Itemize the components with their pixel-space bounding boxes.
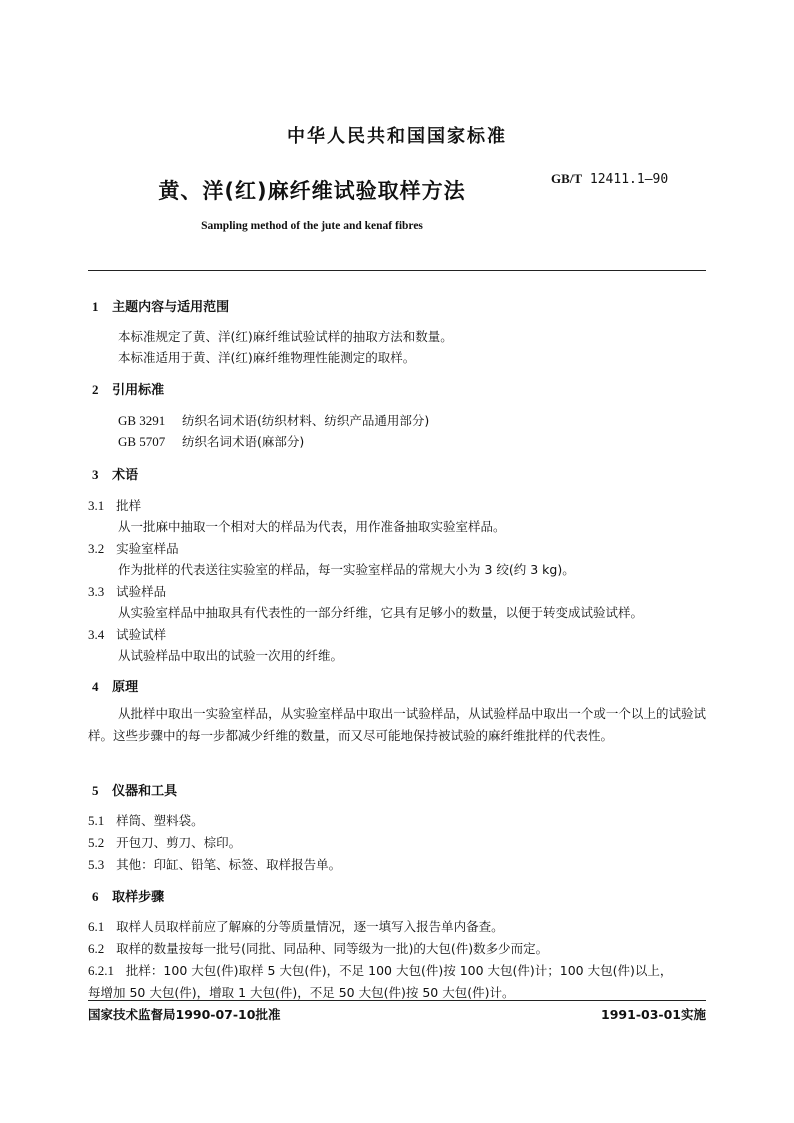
- document-title-cn: 黄、洋(红)麻纤维试验取样方法: [158, 179, 466, 203]
- term-heading: [88, 496, 141, 514]
- item-text: 其他：印缸、铅笔、标签、取样报告单。: [116, 857, 342, 872]
- item-text: 样筒、塑料袋。: [116, 813, 204, 828]
- list-item: [88, 917, 504, 935]
- section-title: 主题内容与适用范围: [112, 300, 230, 315]
- section-title: 引用标准: [112, 383, 165, 398]
- section-3-heading: [92, 464, 138, 483]
- item-number: 5.1: [88, 813, 105, 828]
- section-5-heading: [92, 780, 177, 799]
- standard-code-number: 12411.1—90: [589, 172, 669, 187]
- section-number: 6: [92, 889, 99, 904]
- item-number: 5.2: [88, 835, 105, 850]
- section-number: 3: [92, 467, 99, 482]
- effective-date: 1991-03-01实施: [601, 1007, 706, 1022]
- list-item-continuation: 每增加 50 大包(件)，增取 1 大包(件)，不足 50 大包(件)按 50 大包(件)计。: [88, 985, 515, 1000]
- item-text: 开包刀、剪刀、棕印。: [116, 835, 242, 850]
- section-number: 2: [92, 382, 99, 397]
- document-title-en: Sampling method of the jute and kenaf fibres: [201, 220, 423, 232]
- term-name: 实验室样品: [116, 541, 179, 556]
- section-4-paragraph: 从批样中取出一实验室样品，从实验室样品中取出一试验样品，从试验样品中取出一个或一个以上的试验试样。这些步骤中的每一步都减少纤维的数量，而又尽可能地保持被试验的麻纤维批样的代表性。: [88, 706, 706, 743]
- section-1-line-1: 本标准规定了黄、洋(红)麻纤维试验试样的抽取方法和数量。: [118, 329, 453, 344]
- section-1-line-2: 本标准适用于黄、洋(红)麻纤维物理性能测定的取样。: [118, 350, 416, 365]
- header-rule: [88, 270, 706, 271]
- term-number: 3.1: [88, 498, 105, 513]
- term-definition: 从试验样品中取出的试验一次用的纤维。: [118, 648, 344, 663]
- national-standard-heading: 中华人民共和国国家标准: [287, 126, 507, 147]
- reference-item: [118, 432, 304, 450]
- item-text: 取样人员取样前应了解麻的分等质量情况，逐一填写入报告单内备查。: [116, 919, 504, 934]
- section-number: 1: [92, 299, 99, 314]
- reference-text: 纺织名词术语(麻部分): [182, 434, 305, 449]
- approval-date: 国家技术监督局1990-07-10批准: [88, 1007, 281, 1022]
- footer-rule: [88, 1000, 706, 1001]
- reference-code: GB 3291: [118, 413, 166, 428]
- term-definition: 作为批样的代表送往实验室的样品，每一实验室样品的常规大小为 3 绞(约 3 kg)。: [118, 562, 575, 577]
- reference-text: 纺织名词术语(纺织材料、纺织产品通用部分): [182, 413, 430, 428]
- list-item: [88, 939, 548, 957]
- reference-item: [118, 411, 429, 429]
- item-text: 批样：100 大包(件)取样 5 大包(件)，不足 100 大包(件)按 100 大包(件)计；100 大包(件)以上，: [125, 963, 673, 978]
- term-number: 3.4: [88, 627, 105, 642]
- section-6-heading: [92, 886, 164, 905]
- term-number: 3.3: [88, 584, 105, 599]
- term-name: 批样: [116, 498, 142, 513]
- section-4-heading: [92, 676, 138, 695]
- term-heading: [88, 625, 166, 643]
- section-number: 5: [92, 783, 99, 798]
- section-title: 术语: [112, 468, 139, 483]
- term-definition: 从一批麻中抽取一个相对大的样品为代表，用作准备抽取实验室样品。: [118, 519, 506, 534]
- section-number: 4: [92, 679, 99, 694]
- item-number: 6.2: [88, 941, 105, 956]
- item-number: 6.2.1: [88, 963, 114, 978]
- term-number: 3.2: [88, 541, 105, 556]
- list-item: [88, 855, 341, 873]
- section-title: 取样步骤: [112, 890, 165, 905]
- standard-code-prefix: GB/T: [551, 171, 583, 186]
- term-heading: [88, 539, 179, 557]
- term-name: 试验样品: [116, 584, 167, 599]
- reference-code: GB 5707: [118, 434, 166, 449]
- item-number: 5.3: [88, 857, 105, 872]
- section-1-heading: [92, 296, 229, 315]
- section-title: 原理: [112, 680, 139, 695]
- term-definition: 从实验室样品中抽取具有代表性的一部分纤维，它具有足够小的数量，以便于转变成试验试样。: [118, 605, 644, 620]
- list-item: [88, 961, 672, 979]
- term-heading: [88, 582, 166, 600]
- item-number: 6.1: [88, 919, 105, 934]
- section-2-heading: [92, 379, 164, 398]
- list-item: [88, 833, 241, 851]
- list-item: [88, 811, 204, 829]
- section-title: 仪器和工具: [112, 784, 178, 799]
- term-name: 试验试样: [116, 627, 167, 642]
- item-text: 取样的数量按每一批号(同批、同品种、同等级为一批)的大包(件)数多少而定。: [116, 941, 549, 956]
